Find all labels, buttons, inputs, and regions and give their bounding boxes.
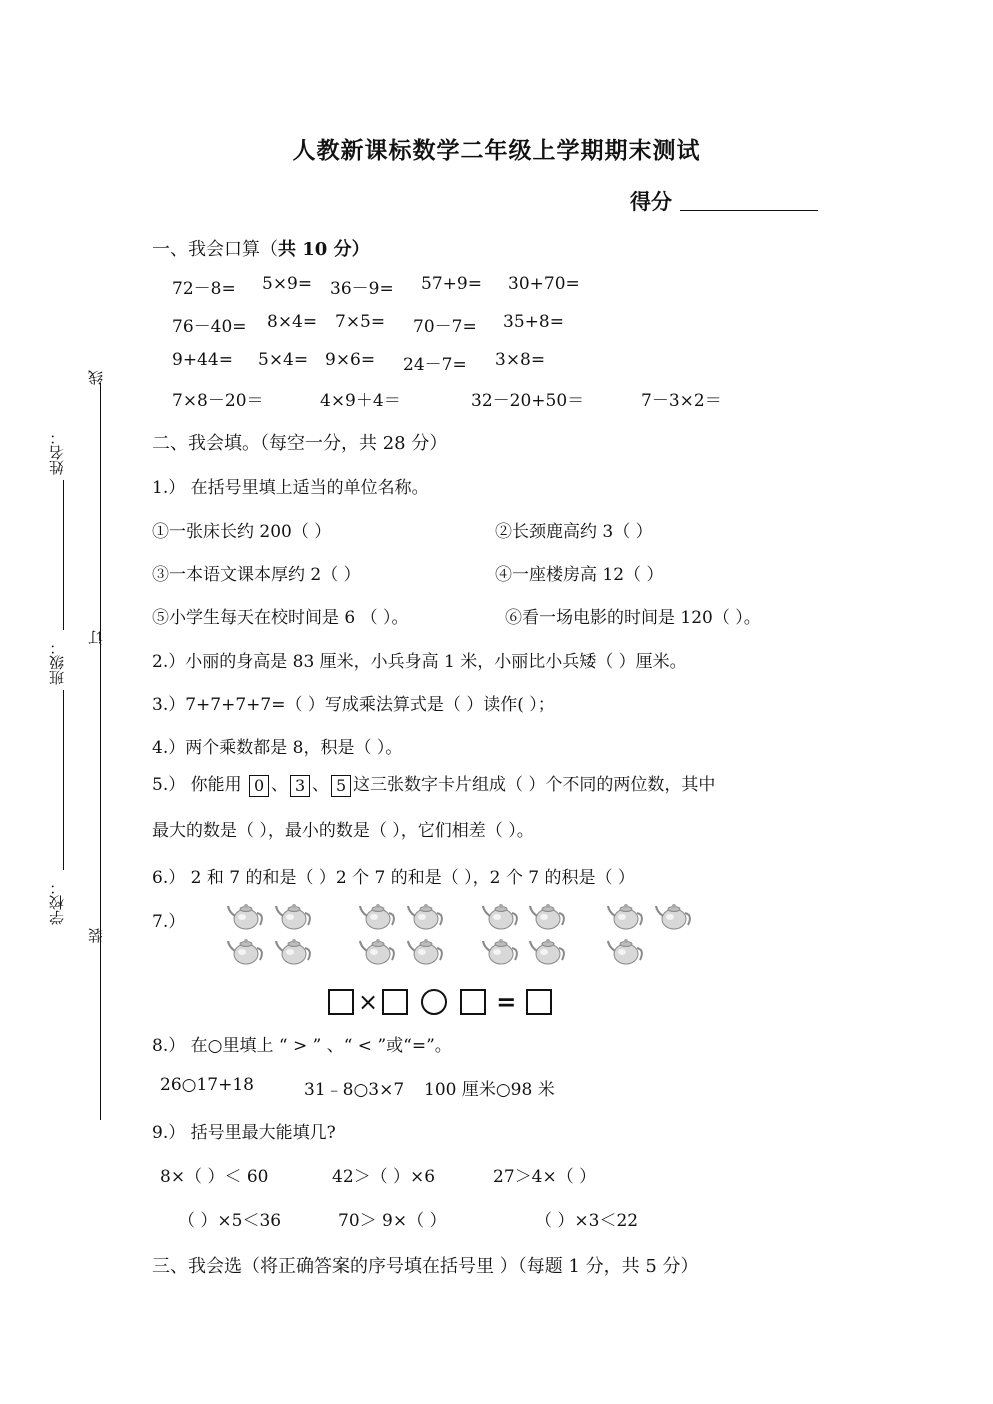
calc-item: 57+9= <box>421 274 482 294</box>
calc-item: 36－9= <box>330 279 394 299</box>
fill-item: 70＞ 9×（ ） <box>338 1211 447 1231</box>
calc-item: 9+44= <box>172 350 233 370</box>
calc-item: 5×4= <box>258 350 309 370</box>
number-card: 5 <box>331 775 351 797</box>
compare-item: 31﹣8○3×7 <box>304 1080 405 1100</box>
calc-item: 7－3×2＝ <box>641 391 722 411</box>
score-label: 得分 <box>630 189 672 214</box>
teapot-icon <box>608 939 642 964</box>
answer-box[interactable] <box>460 989 486 1015</box>
question-8: 8.） 在○里填上 “ > ” 、“ < ”或“=”。 <box>152 1036 452 1056</box>
teapot-icon <box>228 939 262 964</box>
calc-item: 8×4= <box>267 312 318 332</box>
teapot-icon <box>360 939 394 964</box>
teapot-icon <box>276 939 310 964</box>
teapot-icon <box>483 904 517 929</box>
equals-symbol: = <box>496 988 517 1016</box>
question-1b: ②长颈鹿高约 3（ ） <box>495 522 653 542</box>
equation-row <box>328 988 552 1016</box>
question-1d: ④一座楼房高 12（ ） <box>495 565 664 585</box>
section-1-title: 一、我会口算（共 10 分） <box>152 239 370 260</box>
question-4: 4.）两个乘数都是 8，积是（ ）。 <box>152 738 403 758</box>
question-9: 9.） 括号里最大能填几? <box>152 1123 336 1143</box>
question-1e: ⑤小学生每天在校时间是 6 （ ）。 <box>152 608 409 628</box>
school-label: 学校： <box>48 880 66 925</box>
compare-item: 26○17+18 <box>160 1075 254 1095</box>
student-name-label: 姓名： <box>48 430 66 475</box>
question-1a: ①一张床长约 200（ ） <box>152 522 332 542</box>
calc-item: 72－8= <box>172 279 236 299</box>
calc-item: 7×8－20＝ <box>172 391 264 411</box>
question-7: 7.） <box>152 912 186 932</box>
fill-item: 42＞（ ）×6 <box>332 1167 436 1187</box>
class-label: 班级： <box>48 640 66 685</box>
question-5: 5.） 你能用 0 、 3 、 5 这三张数字卡片组成（ ）个不同的两位数，其中 <box>152 775 716 795</box>
calc-item: 4×9＋4＝ <box>320 391 401 411</box>
calc-item: 35+8= <box>503 312 564 332</box>
question-3: 3.）7+7+7+7=（ ）写成乘法算式是（ ）读作( ）； <box>152 695 555 715</box>
answer-box[interactable] <box>382 989 408 1015</box>
binding-label-seal: 装 <box>87 928 105 943</box>
question-1f: ⑥看一场电影的时间是 120（ ）。 <box>505 608 761 628</box>
question-5-cont: 最大的数是（ ），最小的数是（ ），它们相差（ ）。 <box>152 821 534 841</box>
teapot-icon <box>408 904 442 929</box>
question-1: 1.） 在括号里填上适当的单位名称。 <box>152 478 429 498</box>
binding-label-line: 线 <box>87 370 105 385</box>
teapot-icon <box>483 939 517 964</box>
calc-item: 5×9= <box>262 274 313 294</box>
fill-item: （ ）×3＜22 <box>535 1211 639 1231</box>
binding-label-bind: 订 <box>87 630 105 645</box>
calc-item: 3×8= <box>495 350 546 370</box>
teapot-icon <box>530 939 564 964</box>
answer-circle[interactable] <box>421 989 447 1015</box>
number-card: 3 <box>290 775 310 797</box>
teapot-icon <box>360 904 394 929</box>
fill-item: 8×（ ）＜ 60 <box>160 1167 269 1187</box>
answer-box[interactable] <box>526 989 552 1015</box>
calc-item: 24－7= <box>403 355 467 375</box>
question-6: 6.） 2 和 7 的和是（ ）2 个 7 的和是（ ），2 个 7 的积是（ ） <box>152 868 635 888</box>
answer-box[interactable] <box>328 989 354 1015</box>
teapot-icon <box>530 904 564 929</box>
number-card: 0 <box>249 775 269 797</box>
page-title: 人教新课标数学二年级上学期期末测试 <box>292 137 701 164</box>
section-2-title: 二、我会填。（每空一分，共 28 分） <box>152 433 448 454</box>
fill-item: 27＞4×（ ） <box>493 1167 597 1187</box>
calc-item: 70－7= <box>413 317 477 337</box>
times-symbol: × <box>358 988 379 1016</box>
question-1c: ③一本语文课本厚约 2（ ） <box>152 565 361 585</box>
compare-item: 100 厘米○98 米 <box>424 1080 555 1100</box>
teapot-icon <box>408 939 442 964</box>
question-2: 2.）小丽的身高是 83 厘米，小兵身高 1 米，小丽比小兵矮（ ）厘米。 <box>152 652 687 672</box>
calc-item: 32－20+50＝ <box>471 391 585 411</box>
calc-item: 30+70= <box>508 274 580 294</box>
teapot-icon <box>656 904 690 929</box>
fill-item: （ ）×5＜36 <box>178 1211 282 1231</box>
teapot-icon <box>608 904 642 929</box>
calc-item: 76－40= <box>172 317 247 337</box>
teapot-icon <box>276 904 310 929</box>
section-3-title: 三、我会选（将正确答案的序号填在括号里 ）（每题 1 分，共 5 分） <box>152 1256 699 1277</box>
teapot-icon <box>228 904 262 929</box>
calc-item: 7×5= <box>335 312 386 332</box>
calc-item: 9×6= <box>325 350 376 370</box>
